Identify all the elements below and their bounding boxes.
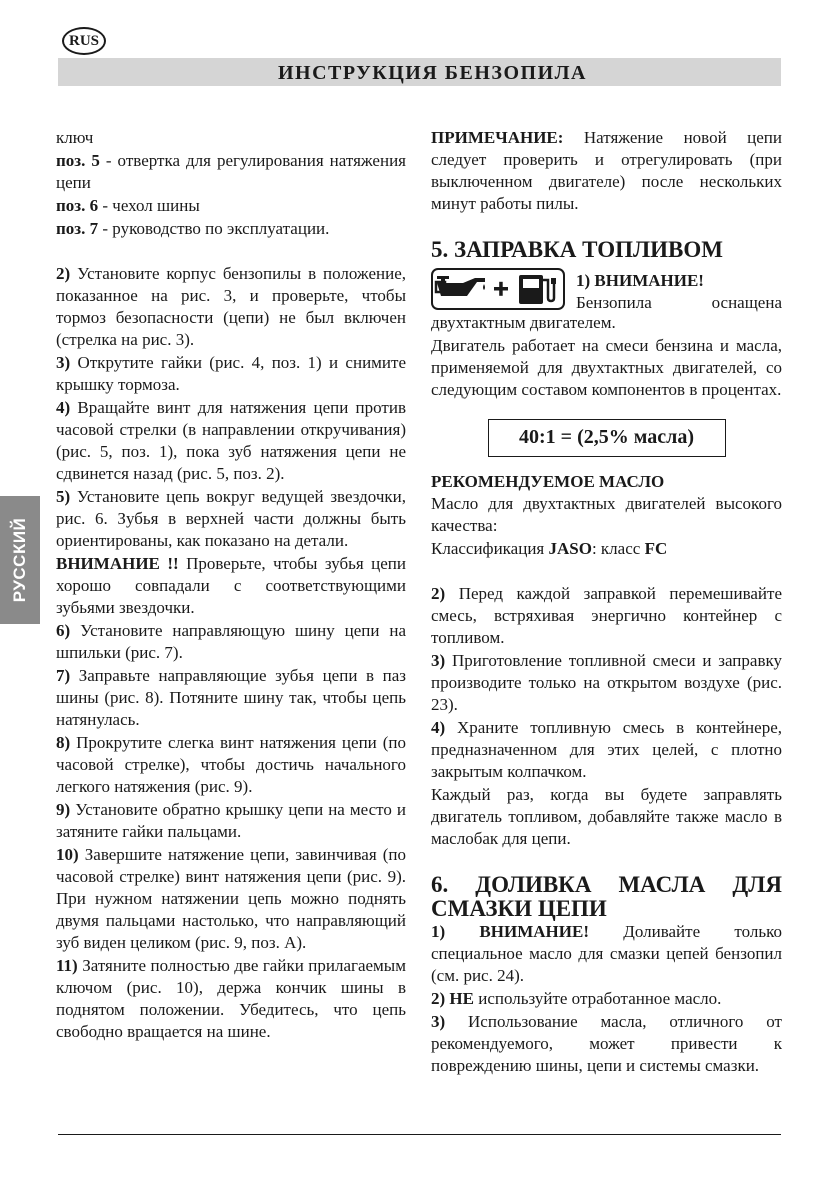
item-pos6: поз. 6 - чехол шины — [56, 196, 200, 215]
oil-plus-fuel-icon — [431, 268, 565, 310]
section-5-heading: 5. ЗАПРАВКА ТОПЛИВОМ — [431, 237, 723, 262]
step-2: 2) Установите корпус бензопилы в положение, показанное на рис. 3, и проверьте, чтобы тормоз безопасности (цепи) не был включен (стрелка на рис. 3). — [56, 264, 406, 349]
warning-continuation: двухтактным двигателем. — [431, 313, 616, 332]
fuel-step-3: 3) Приготовление топливной смеси и заправку производите только на открытом воздухе (рис. 23). — [431, 651, 782, 714]
right-column — [431, 127, 782, 1078]
side-tab-label: РУССКИЙ — [10, 517, 29, 603]
recommended-oil-heading: РЕКОМЕНДУЕМОЕ МАСЛО — [431, 472, 665, 491]
step-3: 3) Открутите гайки (рис. 4, поз. 1) и снимите крышку тормоза. — [56, 353, 406, 394]
step-8: 8) Прокрутите слегка винт натяжения цепи (по часовой стрелке), чтобы достичь начального легкого натяжения (рис. 9). — [56, 733, 406, 796]
page-title: ИНСТРУКЦИЯ БЕНЗОПИЛА — [58, 58, 781, 86]
section-6-heading: 6. ДОЛИВКА МАСЛА ДЛЯ СМАЗКИ ЦЕПИ — [431, 872, 782, 921]
warning-title: 1) ВНИМАНИЕ! — [576, 271, 704, 290]
step-7: 7) Заправьте направляющие зубья цепи в паз шины (рис. 8). Потяните шину так, чтобы цепь натянулась. — [56, 666, 406, 729]
fuel-warning — [431, 268, 782, 312]
lube-step-2: 2) НЕ используйте отработанное масло. — [431, 989, 722, 1008]
step-10: 10) Завершите натяжение цепи, завинчивая (по часовой стрелке) винт натяжения цепи (рис. 9). При нужном натяжении цепь можно поднять двумя пальцами настолько, что направляющий зуб виден целиком (рис. 9, поз. А). — [56, 845, 406, 952]
fuel-step-4: 4) Храните топливную смесь в контейнере, предназначенном для этих целей, с плотно закрытым колпачком. — [431, 718, 782, 781]
lube-step-3: 3) Использование масла, отличного от рекомендуемого, может привести к повреждению шины, цепи и системы смазки. — [431, 1012, 782, 1075]
note-paragraph: ПРИМЕЧАНИЕ: Натяжение новой цепи следует проверить и отрегулировать (при выключенном двигателе) после нескольких минут работы пилы. — [431, 128, 782, 213]
step-11: 11) Затяните полностью две гайки прилагаемым ключом (рис. 10), держа кончик шины в поднятом положении. Убедитесь, что цепь свободно вращается на шине. — [56, 956, 406, 1041]
engine-paragraph: Двигатель работает на смеси бензина и масла, применяемой для двухтактных двигателей, со следующим составом компонентов в процентах. — [431, 336, 782, 399]
oil-classification: Классификация JASO: класс FC — [431, 539, 668, 558]
text-line: ключ — [56, 128, 94, 147]
fuel-step-2: 2) Перед каждой заправкой перемешивайте смесь, встряхивая энергично контейнер с топливом. — [431, 584, 782, 647]
left-column — [56, 127, 406, 1044]
fuel-step-5: Каждый раз, когда вы будете заправлять двигатель топливом, добавляйте также масло в маслобак для цепи. — [431, 785, 782, 848]
language-badge: RUS — [62, 27, 106, 55]
step-4: 4) Вращайте винт для натяжения цепи против часовой стрелки (в направлении откручивания) (рис. 5, поз. 1), пока зуб натяжения цепи не сдвинется назад (рис. 5, поз. 2). — [56, 398, 406, 483]
lube-step-1: 1) ВНИМАНИЕ! Доливайте только специальное масло для смазки цепей бензопил (см. рис. 24). — [431, 922, 782, 985]
step-9: 9) Установите обратно крышку цепи на место и затяните гайки пальцами. — [56, 800, 406, 841]
attention-note: ВНИМАНИЕ !! Проверьте, чтобы зубья цепи хорошо совпадали с соответствующими зубьями звездочки. — [56, 554, 406, 617]
item-pos7: поз. 7 - руководство по эксплуатации. — [56, 219, 330, 238]
step-6: 6) Установите направляющую шину цепи на шпильки (рис. 7). — [56, 621, 406, 662]
mix-ratio-box: 40:1 = (2,5% масла) — [488, 419, 726, 457]
step-5: 5) Установите цепь вокруг ведущей звездочки, рис. 6. Зубья в верхней части должны быть ориентированы, как показано на детали. — [56, 487, 406, 550]
item-pos5: поз. 5 - отвертка для регулирования натяжения цепи — [56, 151, 406, 192]
oil-paragraph: Масло для двухтактных двигателей высокого качества: — [431, 494, 782, 535]
language-side-tab — [0, 496, 40, 624]
warning-line: Бензопила оснащена — [576, 293, 782, 312]
bottom-rule — [58, 1134, 781, 1135]
